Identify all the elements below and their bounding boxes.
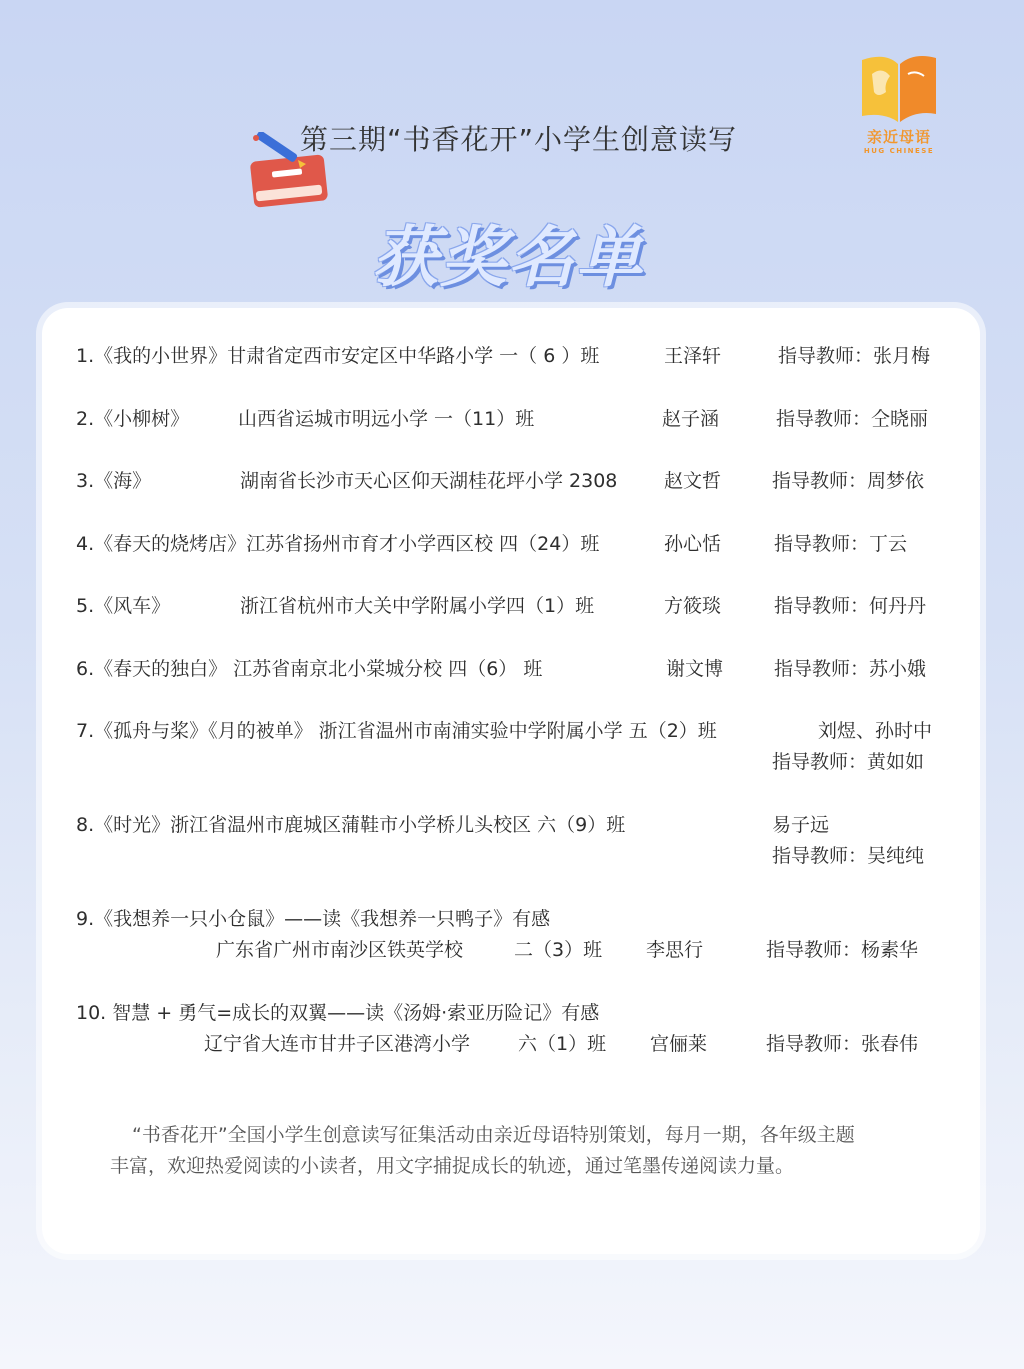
entry-3-teacher: 指导教师：周梦依 [772, 470, 925, 492]
entry-7-teacher: 指导教师：黄如如 [772, 751, 925, 773]
brand-logo [856, 52, 942, 156]
entry-4-title: 4.《春天的烧烤店》江苏省扬州市育才小学西区校 四（24）班 [76, 533, 600, 555]
entry-10-teacher: 指导教师：张春伟 [766, 1033, 919, 1055]
entry-1-teacher: 指导教师：张月梅 [778, 345, 931, 367]
event-description [110, 1120, 930, 1182]
entry-9-title: 9.《我想养一只小仓鼠》——读《我想养一只鸭子》有感 [76, 908, 551, 930]
entry-6-teacher: 指导教师：苏小娥 [774, 658, 927, 680]
entry-7-title: 7.《孤舟与桨》《月的被单》 浙江省温州市南浦实验中学附属小学 五（2）班 [76, 720, 717, 742]
entry-3-title: 3.《海》 [76, 470, 152, 492]
entry-5-student: 方筱琰 [664, 595, 722, 617]
entry-5-school: 浙江省杭州市大关中学附属小学四（1）班 [240, 595, 595, 617]
entry-8-title: 8.《时光》浙江省温州市鹿城区蒲鞋市小学桥儿头校区 六（9）班 [76, 814, 626, 836]
entry-4-student: 孙心恬 [664, 533, 722, 555]
entry-7-student: 刘煜、孙时中 [818, 720, 933, 742]
entry-10-title: 10. 智慧 + 勇气=成长的双翼——读《汤姆·索亚历险记》有感 [76, 1002, 600, 1024]
entry-3-student: 赵文哲 [664, 470, 722, 492]
entry-10-class: 六（1）班 [518, 1033, 607, 1055]
entry-5-title: 5.《风车》 [76, 595, 171, 617]
entry-9-class: 二（3）班 [514, 939, 603, 961]
entry-2-teacher: 指导教师：仝晓丽 [776, 408, 929, 430]
entry-2-school: 山西省运城市明远小学 一（11）班 [238, 408, 535, 430]
entry-5-teacher: 指导教师：何丹丹 [774, 595, 927, 617]
brand-name-en: HUG CHINESE [863, 147, 935, 155]
entry-4-teacher: 指导教师：丁云 [774, 533, 908, 555]
description-line-1: “书香花开”全国小学生创意读写征集活动由亲近母语特别策划，每月一期，各年级主题 [132, 1124, 855, 1146]
entry-10-student: 宫俪莱 [650, 1033, 708, 1055]
entry-8-teacher: 指导教师：吴纯纯 [772, 845, 925, 867]
entry-8-student: 易子远 [772, 814, 830, 836]
entry-9-student: 李思行 [646, 939, 704, 961]
event-subtitle: 第三期“书香花开”小学生创意读写 [300, 123, 738, 156]
entry-1-student: 王泽轩 [664, 345, 722, 367]
entry-9-school: 广东省广州市南沙区铁英学校 [216, 939, 464, 961]
page-title: 获奖名单 [372, 219, 644, 296]
entry-3-school: 湖南省长沙市天心区仰天湖桂花坪小学 2308 [240, 470, 618, 492]
winners-card [42, 308, 980, 1254]
entry-2-title: 2.《小柳树》 [76, 408, 190, 430]
entry-9-teacher: 指导教师：杨素华 [766, 939, 919, 961]
brand-logo-mark [856, 52, 942, 124]
entry-1-title: 1.《我的小世界》甘肃省定西市安定区中华路小学 一（ 6 ）班 [76, 345, 600, 367]
brand-name-cn: 亲近母语 [866, 128, 931, 146]
entry-6-title: 6.《春天的独白》 江苏省南京北小棠城分校 四（6） 班 [76, 658, 543, 680]
entry-6-student: 谢文博 [666, 658, 724, 680]
entry-2-student: 赵子涵 [662, 408, 720, 430]
entry-10-school: 辽宁省大连市甘井子区港湾小学 [204, 1033, 471, 1055]
description-line-2: 丰富，欢迎热爱阅读的小读者，用文字捕捉成长的轨迹，通过笔墨传递阅读力量。 [110, 1155, 795, 1177]
